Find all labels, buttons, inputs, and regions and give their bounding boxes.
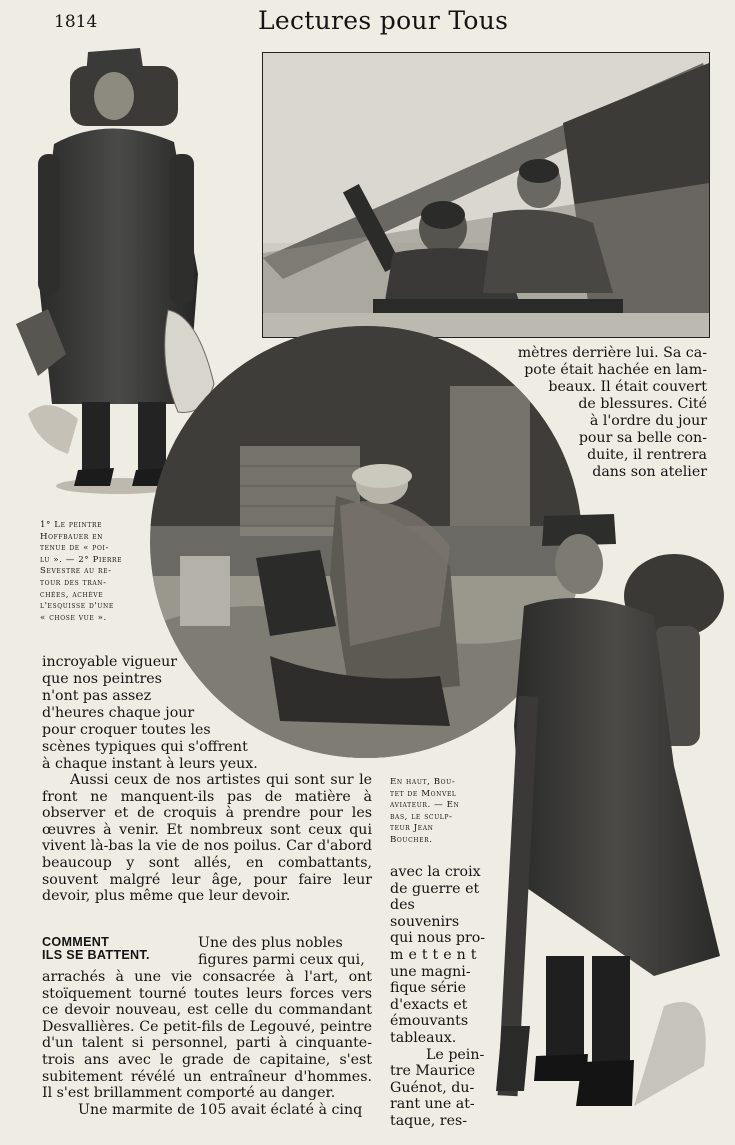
text-line: pote était hachée en lam- (524, 362, 707, 378)
caption-line: tet de Monvel (390, 788, 457, 799)
caption-line: l'esquisse d'une (40, 601, 114, 612)
caption-line: 1° Le peintre (40, 520, 103, 530)
caption-line: Sevestre au re- (40, 566, 112, 577)
heading-side-line-1: Une des plus nobles (198, 935, 343, 951)
text-line: de blessures. Cité (578, 396, 707, 412)
text-line: incroyable vigueur (42, 654, 178, 670)
text-line: fique série (390, 980, 466, 997)
text-line: beaux. Il était couvert (548, 379, 707, 395)
text-line: à l'ordre du jour (589, 413, 707, 429)
heading-side-line-2: figures parmi ceux qui, (198, 952, 365, 968)
text-line: Le pein- (426, 1046, 485, 1063)
photo-sculptor-jean-boucher (484, 506, 732, 1118)
caption-line: tour des tran- (40, 577, 107, 588)
text-line: émouvants (390, 1013, 469, 1030)
text-line: des souvenirs (390, 897, 460, 930)
photo-aviator-boutet-de-monvel (262, 52, 710, 338)
caption-left (40, 520, 140, 624)
text-line: mettent (390, 946, 482, 963)
text-line: taque, res- (390, 1112, 468, 1129)
text-line: avec la croix (390, 864, 481, 880)
page-number: 1814 (54, 12, 98, 32)
article-column-left (42, 772, 372, 905)
text-line: qui nous pro- (390, 930, 486, 947)
caption-line: bas, le sculp- (390, 811, 453, 822)
text-line: pour croquer toutes les (42, 722, 211, 738)
paragraph-3: Une marmite de 105 avait éclaté à cinq (78, 1101, 363, 1118)
text-line: scènes typiques qui s'offrent (42, 739, 248, 755)
paragraph-2: arrachés à une vie consacrée à l'art, ont stoïquement tourné toutes leurs forces vers ce devoir nouveau, est celle du commandant Desvallières. Ce petit-fils de Legouvé, peintre d'un talent si personnel, parti à cinquante-trois ans avec le grade de capitaine, s'est subitement révélé un entraîneur d'hommes. Il s'est brillamment comporté au danger. (42, 969, 372, 1102)
section-heading-line-2: ILS SE BATTENT. (42, 948, 150, 962)
caption-line: Hoffbauer en (40, 531, 103, 542)
caption-line: tenue de « poi- (40, 543, 109, 554)
magazine-title: Lectures pour Tous (258, 6, 509, 35)
caption-line: Boucher. (390, 834, 433, 845)
text-line: d'exacts et (390, 996, 468, 1013)
caption-line: teur Jean (390, 823, 434, 834)
caption-line: « chose vue ». (40, 612, 107, 623)
caption-right (390, 777, 474, 847)
text-line: Guénot, du- (390, 1079, 475, 1096)
text-line: n'ont pas assez (42, 688, 152, 704)
text-line: rant une at- (390, 1096, 475, 1113)
text-line: une magni- (390, 963, 471, 980)
caption-line: aviateur. — En (390, 800, 460, 811)
text-line: d'heures chaque jour (42, 705, 195, 721)
text-line: à chaque instant à leurs yeux. (42, 756, 258, 772)
text-line: que nos peintres (42, 671, 162, 687)
text-line: duite, il rentrera (587, 447, 707, 463)
caption-line: chées, achève (40, 589, 104, 600)
section-heading-line-1: COMMENT (42, 935, 110, 949)
text-line: tre Maurice (390, 1063, 476, 1080)
text-line: mètres derrière lui. Sa ca- (517, 345, 707, 361)
section-heading (42, 936, 150, 962)
paragraph-1: Aussi ceux de nos artistes qui sont sur le front ne manquent-ils pas de matière à observer et de croquis à prendre pour les œuvres à venir. Et nombreux sont ceux qui vivent là-bas la vie de nos poilus. Car d'abord beaucoup y sont allés, en combattants, souvent malgré leur âge, pour faire leur devoir, plus même que leur devoir. (42, 772, 372, 905)
text-line: de guerre et (390, 880, 480, 897)
article-column-left-2 (42, 969, 372, 1118)
text-line: dans son atelier (592, 464, 707, 480)
text-line: tableaux. (390, 1029, 457, 1046)
article-column-right (390, 864, 488, 1130)
caption-line: lu ». — 2° Pierre (40, 554, 123, 565)
text-line: pour sa belle con- (578, 430, 707, 446)
caption-line: En haut, Bou- (390, 777, 456, 787)
